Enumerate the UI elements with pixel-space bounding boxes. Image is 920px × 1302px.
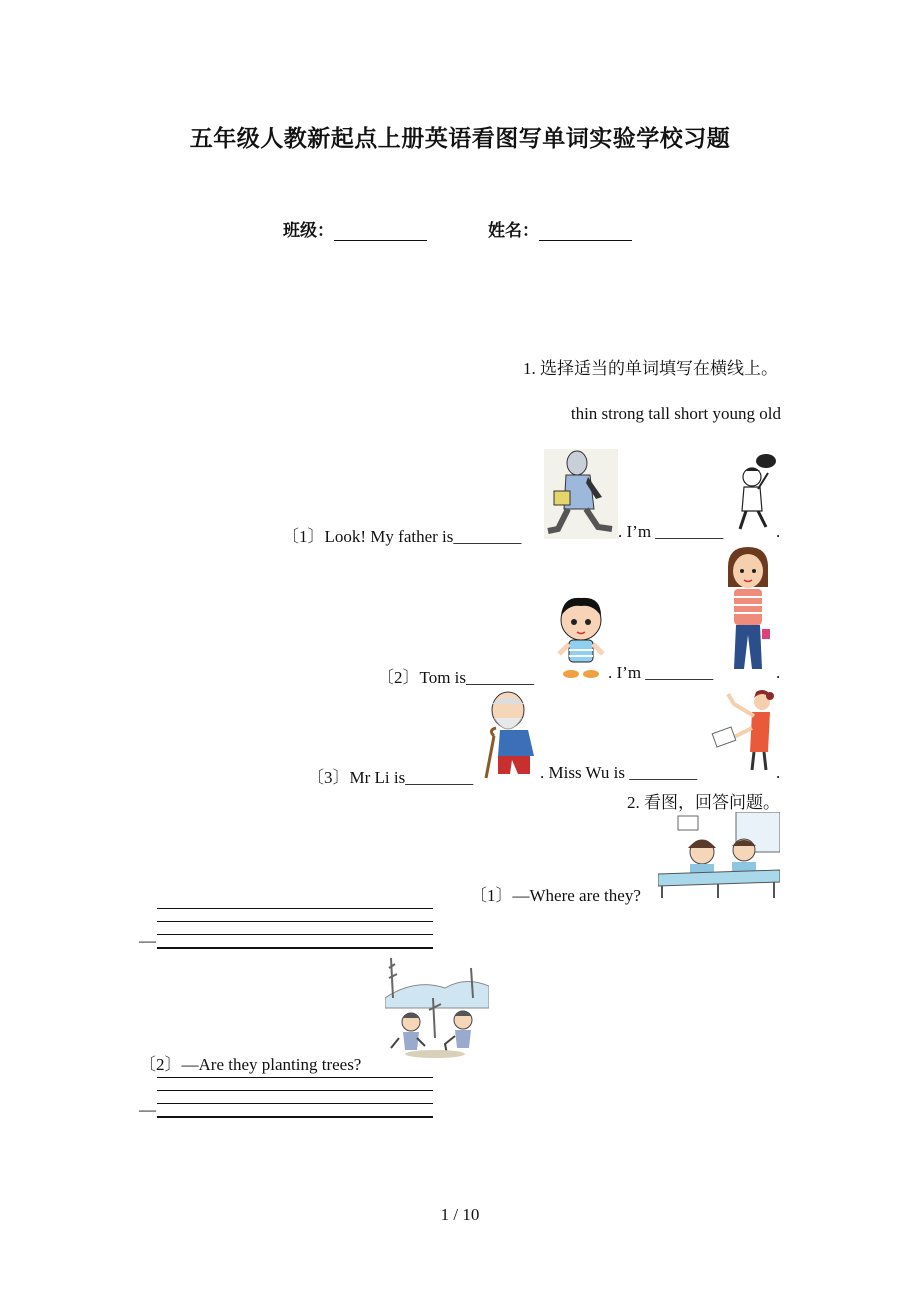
page-title: 五年级人教新起点上册英语看图写单词实验学校习题 [189,126,731,152]
s2-q1-text: 〔1〕—Where are they? [470,886,641,905]
answer-line[interactable] [157,1116,433,1118]
q3-period: . [776,763,781,782]
planting-trees-picture [385,958,489,1062]
s2-q2-text: 〔2〕—Are they planting trees? [139,1055,362,1074]
q2-text-a: 〔2〕Tom is________ [377,668,535,687]
class-field [283,216,427,241]
answer-line[interactable] [157,934,433,935]
q2-text-b: . I’m ________ [608,663,714,682]
answer-line[interactable] [157,947,433,949]
answer-dash: — [139,1100,156,1119]
section1-heading: 1. 选择适当的单词填写在横线上。 [523,359,778,378]
q1-text-a: 〔1〕Look! My father is________ [282,527,522,546]
q1-text-b: . I’m ________ [618,522,724,541]
tall-girl-picture [722,547,774,681]
section2-heading: 2. 看图，回答问题。 [627,793,780,812]
page-number: 1 / 10 [440,1205,480,1224]
class-blank[interactable] [334,222,427,241]
q1-period: . [776,522,781,541]
name-label: 姓名： [488,221,539,241]
name-blank[interactable] [539,222,632,241]
classroom-picture [658,812,780,898]
name-field [488,216,632,241]
miss-wu-picture [708,688,778,772]
class-label: 班级： [283,221,334,241]
short-boy-picture [730,449,778,537]
answer-line[interactable] [157,1103,433,1104]
young-boy-picture [553,594,609,680]
answer-line[interactable] [157,1090,433,1091]
q2-period: . [776,663,781,682]
word-bank: thin strong tall short young old [570,404,781,423]
answer-line[interactable] [157,921,433,922]
answer-line [157,908,433,909]
answer-dash: — [139,931,156,950]
q3-text-a: 〔3〕Mr Li is________ [307,768,474,787]
tall-man-picture [544,449,618,539]
old-man-picture [484,690,542,782]
answer-line [157,1077,433,1078]
q3-text-b: . Miss Wu is ________ [540,763,698,782]
